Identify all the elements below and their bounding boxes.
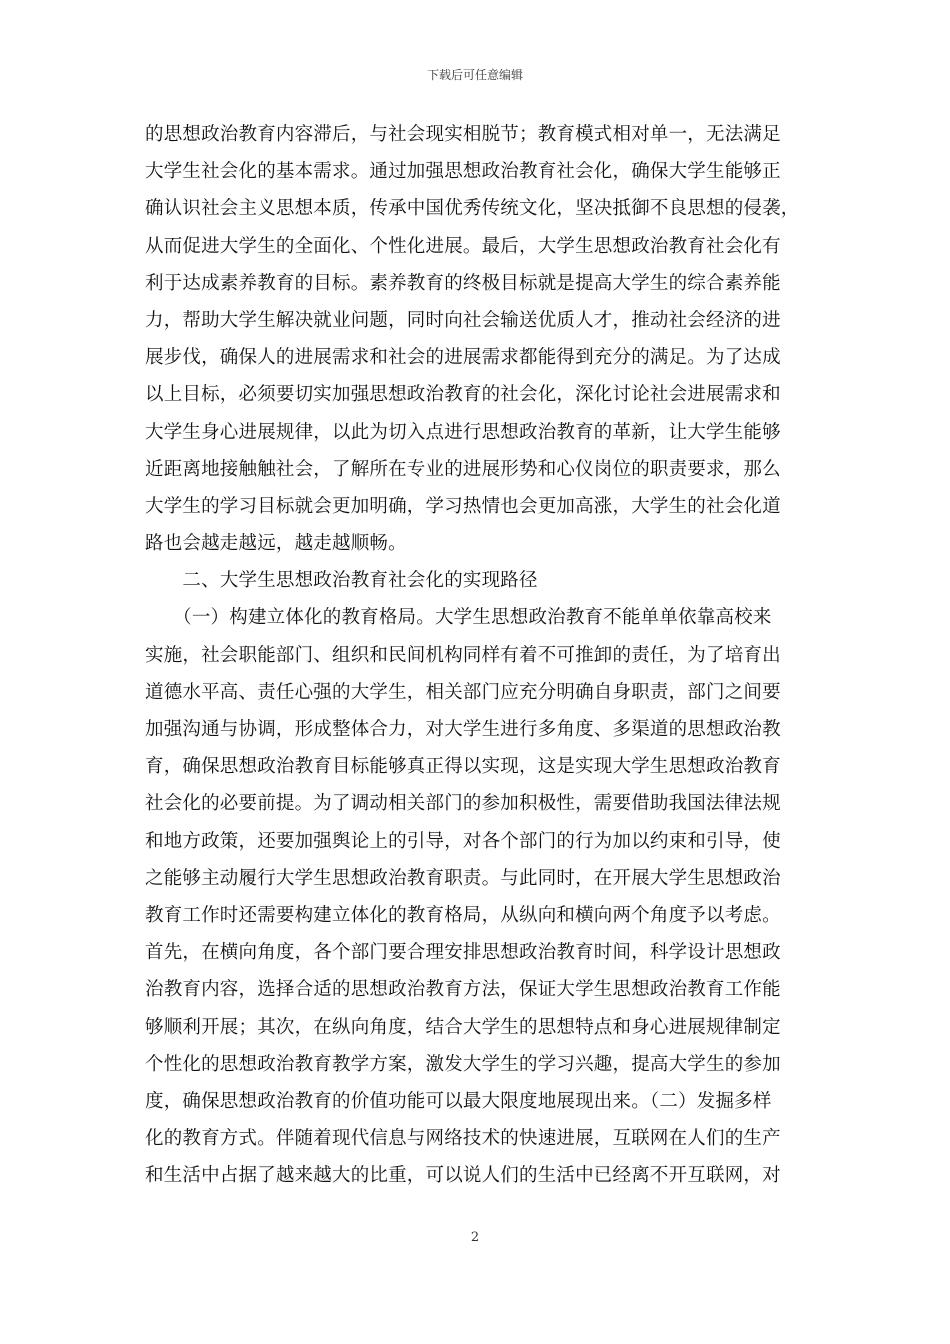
text-line: 实施，社会职能部门、组织和民间机构同样有着不可推卸的责任，为了培育出 <box>145 644 781 666</box>
text-line: 大学生的学习目标就会更加明确，学习热情也会更加高涨，大学生的社会化道 <box>145 495 781 517</box>
text-line: 化的教育方式。伴随着现代信息与网络技术的快速进展，互联网在人们的生产 <box>145 1128 781 1150</box>
text-line: （一）构建立体化的教育格局。大学生思想政治教育不能单单依靠高校来 <box>145 607 772 629</box>
text-line: 度，确保思想政治教育的价值功能可以最大限度地展现出来。（二）发掘多样 <box>145 1090 772 1112</box>
text-line: 利于达成素养教育的目标。素养教育的终极目标就是提高大学生的综合素养能 <box>145 272 781 294</box>
text-line: 教育工作时还需要构建立体化的教育格局，从纵向和横向两个角度予以考虑。 <box>145 904 781 926</box>
text-line: 加强沟通与协调，形成整体合力，对大学生进行多角度、多渠道的思想政治教 <box>145 719 781 740</box>
text-line: 的思想政治教育内容滞后，与社会现实相脱节；教育模式相对单一，无法满足 <box>145 124 781 145</box>
page-number: 2 <box>470 1230 480 1245</box>
text-line: 路也会越走越远，越走越顺畅。 <box>145 533 407 555</box>
text-line: 够顺利开展；其次，在纵向角度，结合大学生的思想特点和身心进展规律制定 <box>145 1016 781 1038</box>
text-line: 和地方政策，还要加强舆论上的引导，对各个部门的行为加以约束和引导，使 <box>145 830 781 852</box>
text-line: 大学生身心进展规律，以此为切入点进行思想政治教育的革新，让大学生能够 <box>145 421 781 443</box>
text-line: 首先，在横向角度，各个部门要合理安排思想政治教育时间，科学设计思想政 <box>145 942 781 964</box>
text-line: 和生活中占据了越来越大的比重，可以说人们的生活中已经离不开互联网，对 <box>145 1165 781 1187</box>
text-line: 近距离地接触触社会，了解所在专业的进展形势和心仪岗位的职责要求，那么 <box>145 458 781 480</box>
text-line: 之能够主动履行大学生思想政治教育职责。与此同时，在开展大学生思想政治 <box>145 867 781 889</box>
text-line: 从而促进大学生的全面化、个性化进展。最后，大学生思想政治教育社会化有 <box>145 235 781 257</box>
text-line: 道德水平高、责任心强的大学生，相关部门应充分明确自身职责，部门之间要 <box>145 681 781 703</box>
text-line: 展步伐，确保人的进展需求和社会的进展需求都能得到充分的满足。为了达成 <box>145 347 781 369</box>
text-line: 个性化的思想政治教育教学方案，激发大学生的学习兴趣，提高大学生的参加 <box>145 1053 781 1075</box>
page-header: 下载后可任意编辑 <box>426 68 523 82</box>
text-line: 以上目标，必须要切实加强思想政治教育的社会化，深化讨论社会进展需求和 <box>145 384 781 406</box>
body-text <box>145 116 805 1194</box>
text-line: 育，确保思想政治教育目标能够真正得以实现，这是实现大学生思想政治教育 <box>145 756 781 778</box>
text-line: 力，帮助大学生解决就业问题，同时向社会输送优质人才，推动社会经济的进 <box>145 309 781 331</box>
text-line: 社会化的必要前提。为了调动相关部门的参加积极性，需要借助我国法律法规 <box>145 793 781 815</box>
section-heading: 二、大学生思想政治教育社会化的实现路径 <box>145 570 538 592</box>
text-line: 确认识社会主义思想本质，传承中国优秀传统文化，坚决抵御不良思想的侵袭， <box>145 198 800 220</box>
text-line: 治教育内容，选择合适的思想政治教育方法，保证大学生思想政治教育工作能 <box>145 979 781 1001</box>
text-line: 大学生社会化的基本需求。通过加强思想政治教育社会化，确保大学生能够正 <box>145 161 781 183</box>
